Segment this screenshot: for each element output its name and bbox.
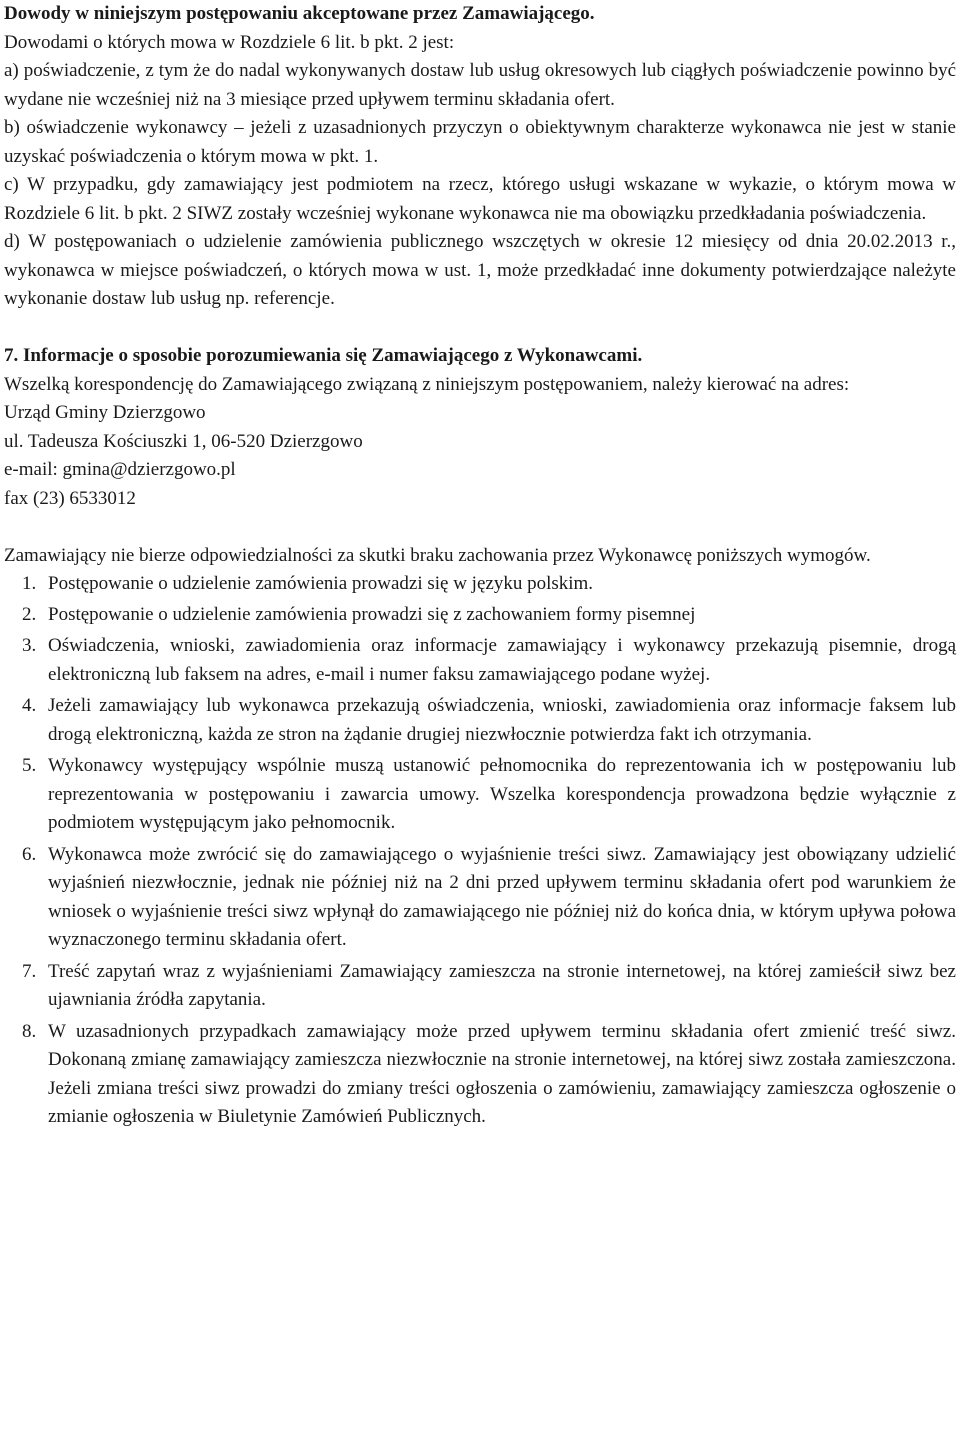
list-item: 8. W uzasadnionych przypadkach zamawiający może przed upływem terminu składania ofert zmienić treść siwz. Dokonaną zmianę zamawiający zamieszcza niezwłocznie na stronie internetowej, na której siwz została zamieszczona. Jeżeli zmiana treści siwz prowadzi do zmiany treści ogłoszenia o zamówieniu, zamawiający zamieszcza ogłoszenie o zmianie ogłoszenia w Biuletynie Zamówień Publicznych. bbox=[22, 1020, 956, 1127]
section-7-title: 7. Informacje o sposobie porozumiewania się Zamawiającego z Wykonawcami. bbox=[4, 345, 643, 366]
evidence-point-a: a) poświadczenie, z tym że do nadal wykonywanych dostaw lub usług okresowych lub ciągłych poświadczenie powinno być wydane nie wcześniej niż na 3 miesiące przed upływem terminu składania ofert. bbox=[4, 60, 956, 110]
list-item: 2. Postępowanie o udzielenie zamówienia prowadzi się z zachowaniem formy pisemnej bbox=[22, 603, 696, 625]
requirements-list bbox=[4, 570, 956, 1132]
evidence-subheading: Dowodami o których mowa w Rozdziele 6 lit. b pkt. 2 jest: bbox=[4, 31, 455, 53]
evidence-point-d: d) W postępowaniach o udzielenie zamówienia publicznego wszczętych w okresie 12 miesięcy od dnia 20.02.2013 r., wykonawca w miejsce poświadczeń, o których mowa w ust. 1, może przedkładać inne dokumenty potwierdzające należyte wykonanie dostaw lub usług np. referencje. bbox=[4, 231, 956, 309]
address-street: ul. Tadeusza Kościuszki 1, 06-520 Dzierzgowo bbox=[4, 430, 363, 452]
evidence-heading: Dowody w niniejszym postępowaniu akceptowane przez Zamawiającego. bbox=[4, 3, 595, 24]
section-7-intro: Wszelką korespondencję do Zamawiającego związaną z niniejszym postępowaniem, należy kierować na adres: bbox=[4, 373, 850, 395]
address-email: e-mail: gmina@dzierzgowo.pl bbox=[4, 459, 236, 480]
address-fax: fax (23) 6533012 bbox=[4, 487, 136, 509]
list-item: 5. Wykonawcy występujący wspólnie muszą ustanowić pełnomocnika do reprezentowania ich w postępowaniu lub reprezentowania w postępowaniu i zawarcia umowy. Wszelka korespondencja prowadzona będzie wyłącznie z podmiotem występującym jako pełnomocnik. bbox=[22, 755, 956, 833]
list-item: 1. Postępowanie o udzielenie zamówienia prowadzi się w języku polskim. bbox=[22, 573, 594, 594]
evidence-point-c: c) W przypadku, gdy zamawiający jest podmiotem na rzecz, którego usługi wskazane w wykazie, o którym mowa w Rozdziele 6 lit. b pkt. 2 SIWZ zostały wcześniej wykonane wykonawca nie ma obowiązku przedkładania poświadczenia. bbox=[4, 174, 956, 224]
list-item: 6. Wykonawca może zwrócić się do zamawiającego o wyjaśnienie treści siwz. Zamawiający jest obowiązany udzielić wyjaśnień niezwłocznie, jednak nie później niż na 2 dni przed upływem terminu składania ofert pod warunkiem że wniosek o wyjaśnienie treści siwz wpłynął do zamawiającego nie później niż do końca dnia, w którym upływa połowa wyznaczonego terminu składania ofert. bbox=[22, 843, 956, 950]
disclaimer: Zamawiający nie bierze odpowiedzialności za skutki braku zachowania przez Wykonawcę poniższych wymogów. bbox=[4, 544, 871, 566]
spacer bbox=[4, 513, 956, 542]
address-name: Urząd Gminy Dzierzgowo bbox=[4, 402, 206, 423]
list-item: 3. Oświadczenia, wnioski, zawiadomienia oraz informacje zamawiający i wykonawcy przekazują pisemnie, drogą elektroniczną lub faksem na adres, e-mail i numer faksu zamawiającego podane wyżej. bbox=[22, 635, 956, 685]
evidence-point-b: b) oświadczenie wykonawcy – jeżeli z uzasadnionych przyczyn o obiektywnym charakterze wykonawca nie jest w stanie uzyskać poświadczenia o którym mowa w pkt. 1. bbox=[4, 117, 956, 167]
list-item: 7. Treść zapytań wraz z wyjaśnieniami Zamawiający zamieszcza na stronie internetowej, na której zamieścił siwz bez ujawniania źródła zapytania. bbox=[22, 960, 956, 1010]
list-item: 4. Jeżeli zamawiający lub wykonawca przekazują oświadczenia, wnioski, zawiadomienia oraz informacje faksem lub drogą elektroniczną, każda ze stron na żądanie drugiej niezwłocznie potwierdza fakt ich otrzymania. bbox=[22, 695, 956, 745]
spacer bbox=[4, 314, 956, 343]
